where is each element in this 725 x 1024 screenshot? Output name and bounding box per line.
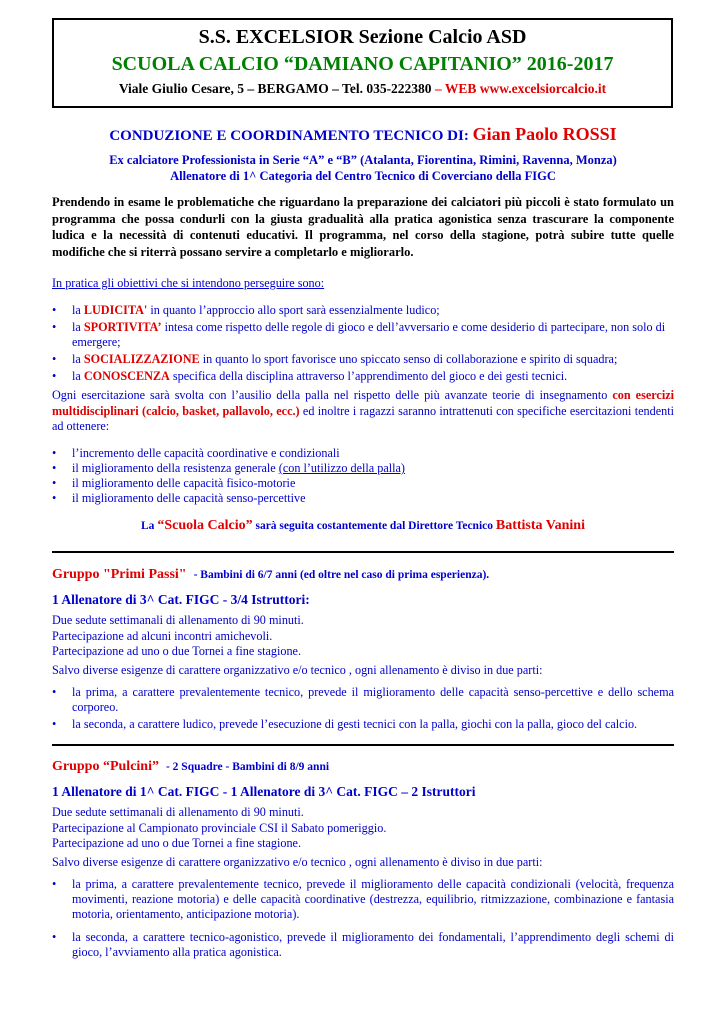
header-box [52, 18, 673, 108]
part-item: • la prima, a carattere prevalentemente tecnico, prevede il miglioramento delle capacità condizionali (velocità, frequenza movimenti, reazione motoria) e delle capacità coordinative (destrezza, equilibrio, ritmizzazione, combinazione e fantasia motoria, orientamento, anticipazione motoria). [52, 877, 674, 922]
group-primi-passi-parts [52, 685, 674, 732]
web-link: – WEB www.excelsiorcalcio.it [434, 81, 607, 96]
increment-item: • il miglioramento della resistenza generale (con l’utilizzo della palla) [52, 461, 674, 476]
objective-item: • la SOCIALIZZAZIONE in quanto lo sport favorisce uno spiccato senso di collaborazione e spirito di squadra; [52, 352, 674, 367]
part-item: • la prima, a carattere prevalentemente tecnico, prevede il miglioramento delle capacità senso-percettive e dello schema corporeo. [52, 685, 674, 715]
exercise-paragraph: Ogni esercitazione sarà svolta con l’ausilio della palla nel rispetto delle più avanzate teorie di insegnamento con esercizi multidisciplinari (calcio, basket, pallavolo, ecc.) ed inoltre i ragazzi saranno intrattenuti con specifiche esercitazioni tendenti ad ottenere: [52, 388, 675, 433]
part-item: • la seconda, a carattere tecnico-agonistico, prevede il miglioramento dei fondamentali, l’apprendimento degli schemi di gioco, l’avviamento alla pratica agonistica. [52, 930, 674, 960]
coach-credentials [52, 152, 674, 184]
group-pulcini-parts [52, 877, 674, 960]
credentials-line-1: Ex calciatore Professionista in Serie “A” e “B” (Atalanta, Fiorentina, Rimini, Ravenna, Monza) [109, 153, 617, 167]
increment-item: • il miglioramento delle capacità senso-percettive [52, 491, 674, 506]
group-pulcini-staff: 1 Allenatore di 1^ Cat. FIGC - 1 Allenatore di 3^ Cat. FIGC – 2 Istruttori [52, 784, 476, 799]
divider [52, 551, 674, 553]
group-primi-passi-info: Due sedute settimanali di allenamento di 90 minuti. Partecipazione ad alcuni incontri amichevoli. Partecipazione ad uno o due Tornei a fine stagione. Salvo diverse esigenze di carattere organizzativo e/o tecnico , ogni allenamento è diviso in due parti: [52, 613, 543, 677]
group-primi-passi-staff: 1 Allenatore di 3^ Cat. FIGC - 3/4 Istruttori: [52, 592, 310, 607]
school-subtitle: SCUOLA CALCIO “DAMIANO CAPITANIO” 2016-2017 [111, 53, 614, 75]
increment-item: • l’incremento delle capacità coordinative e condizionali [52, 446, 674, 461]
objectives-heading: In pratica gli obiettivi che si intendono perseguire sono: [52, 276, 325, 290]
school-title: S.S. EXCELSIOR Sezione Calcio ASD [198, 26, 527, 48]
director-line: La “Scuola Calcio” sarà seguita costantemente dal Direttore Tecnico Battista Vanini [141, 518, 585, 533]
intro-paragraph: Prendendo in esame le problematiche che riguardano la preparazione dei calciatori più piccoli è stato formulato un programma che possa condurli con la giusta gradualità alla pratica agonistica senza trascurare la componente ludica e la necessità di contenuti educativi. Il programma, nel corso della stagione, potrà subire tutte quelle modifiche che si riterrà possano servire a completarlo e migliorarlo. [52, 195, 674, 259]
objective-item: • la CONOSCENZA specifica della disciplina attraverso l’apprendimento del gioco e dei gesti tecnici. [52, 369, 674, 384]
objective-item: • la LUDICITA' in quanto l’approccio allo sport sarà essenzialmente ludico; [52, 303, 674, 318]
increments-list [52, 446, 674, 506]
objectives-list [52, 303, 674, 384]
group-pulcini-info: Due sedute settimanali di allenamento di 90 minuti. Partecipazione al Campionato provinciale CSI il Sabato pomeriggio. Partecipazione ad uno o due Tornei a fine stagione. Salvo diverse esigenze di carattere organizzativo e/o tecnico , ogni allenamento è diviso in due parti: [52, 805, 543, 869]
exercise-keyword: con esercizi multidisciplinari (calcio, basket, pallavolo, ecc.) [52, 388, 675, 418]
conduzione-heading [52, 124, 674, 145]
increment-item: • il miglioramento delle capacità fisico-motorie [52, 476, 674, 491]
address-text: Viale Giulio Cesare, 5 – BERGAMO – Tel. 035-222380 [118, 81, 432, 96]
part-item: • la seconda, a carattere ludico, prevede l’esecuzione di gesti tecnici con la palla, giochi con la palla, gioco del calcio. [52, 717, 674, 732]
school-address [54, 81, 671, 97]
group-pulcini-title: Gruppo “Pulcini” - 2 Squadre - Bambini di 8/9 anni [52, 759, 330, 774]
divider [52, 744, 674, 746]
conduzione-label: CONDUZIONE E COORDINAMENTO TECNICO DI: [109, 128, 469, 144]
director-name: Battista Vanini [495, 518, 585, 533]
objective-item: • la SPORTIVITA’ intesa come rispetto delle regole di gioco e dell’avversario e come desiderio di partecipare, non solo di emergere; [52, 320, 674, 350]
conduzione-name: Gian Paolo ROSSI [472, 124, 617, 144]
credentials-line-2: Allenatore di 1^ Categoria del Centro Tecnico di Coverciano della FIGC [170, 169, 556, 183]
group-primi-passi-title: Gruppo "Primi Passi" - Bambini di 6/7 anni (ed oltre nel caso di prima esperienza). [52, 567, 490, 582]
